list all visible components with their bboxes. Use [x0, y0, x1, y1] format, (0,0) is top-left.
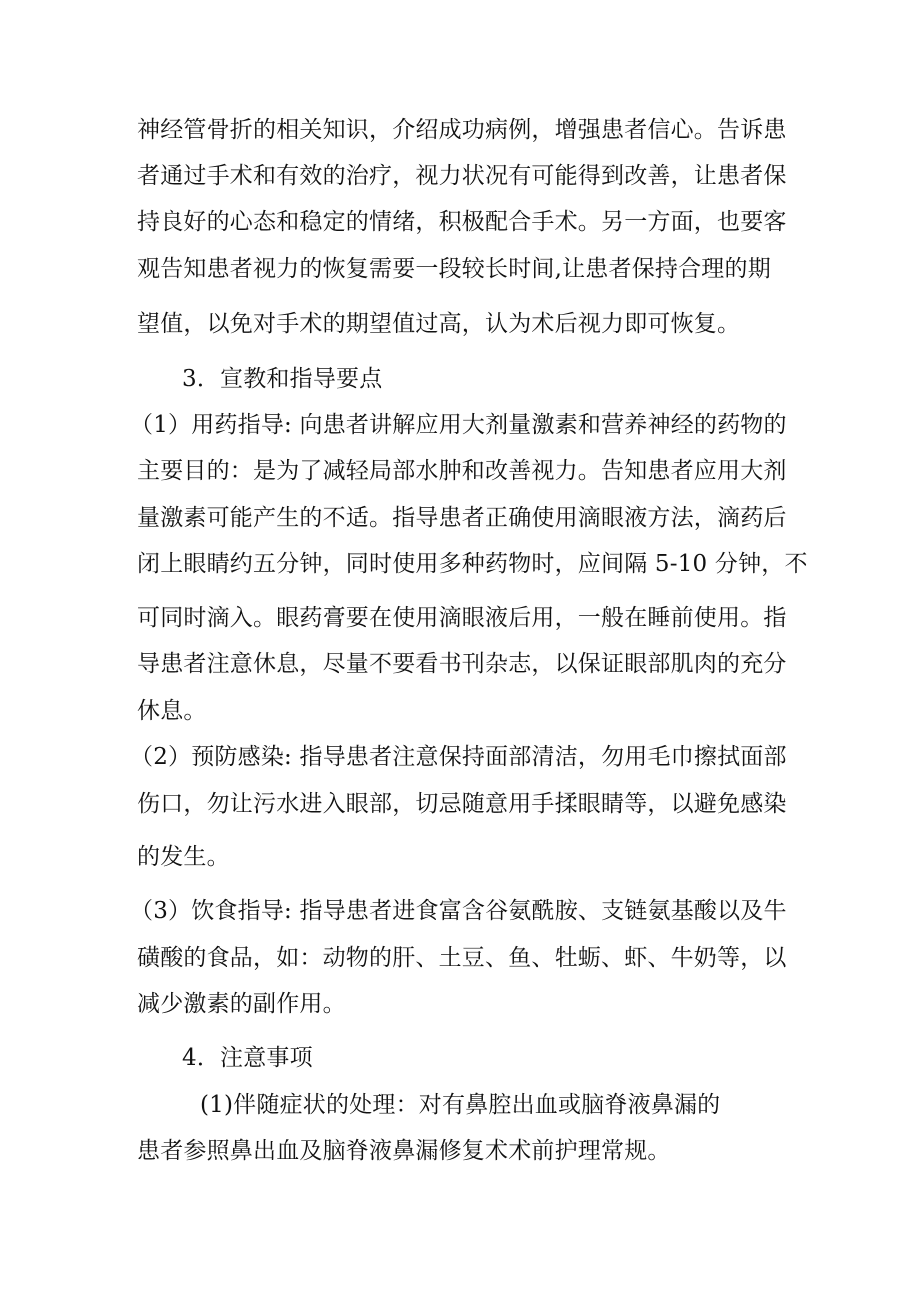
item-3-line-1: （3）饮食指导: 指导患者进食富含谷氨酰胺、支链氨基酸以及牛: [130, 898, 787, 924]
item-2-line-3: 的发生。: [137, 844, 230, 870]
item-3-line-2: 磺酸的食品，如：动物的肝、土豆、鱼、牡蛎、虾、牛奶等，以: [137, 945, 787, 971]
item-1-line-3: 量激素可能产生的不适。指导患者正确使用滴眼液方法，滴药后: [137, 505, 787, 531]
item-4-1-line-1: (1)伴随症状的处理：对有鼻腔出血或脑脊液鼻漏的: [200, 1092, 721, 1118]
item-1-line-4: 闭上眼睛约五分钟，同时使用多种药物时，应间隔 5-10 分钟，不: [137, 551, 808, 577]
paragraph-line-4: 观告知患者视力的恢复需要一段较长时间,让患者保持合理的期: [137, 256, 771, 282]
paragraph-line-5: 望值，以免对手术的期望值过高，认为术后视力即可恢复。: [137, 311, 741, 337]
item-3-line-3: 减少激素的副作用。: [137, 991, 346, 1017]
section-heading-4: 4．注意事项: [182, 1045, 313, 1071]
item-1-line-7: 休息。: [137, 698, 207, 724]
item-2-line-2: 伤口，勿让污水进入眼部，切忌随意用手揉眼睛等，以避免感染: [137, 791, 787, 817]
item-1-line-1: （1）用药指导: 向患者讲解应用大剂量激素和营养神经的药物的: [130, 412, 787, 438]
paragraph-line-1: 神经管骨折的相关知识，介绍成功病例，增强患者信心。告诉患: [137, 117, 787, 143]
item-1-line-2: 主要目的：是为了减轻局部水肿和改善视力。告知患者应用大剂: [137, 458, 787, 484]
paragraph-line-3: 持良好的心态和稳定的情绪，积极配合手术。另一方面，也要客: [137, 209, 787, 235]
item-1-line-6: 导患者注意休息，尽量不要看书刊杂志，以保证眼部肌肉的充分: [137, 651, 787, 677]
item-4-1-line-2: 患者参照鼻出血及脑脊液鼻漏修复术术前护理常规。: [137, 1138, 671, 1164]
item-2-line-1: （2）预防感染: 指导患者注意保持面部清洁，勿用毛巾擦拭面部: [130, 744, 787, 770]
paragraph-line-2: 者通过手术和有效的治疗，视力状况有可能得到改善，让患者保: [137, 163, 787, 189]
item-1-line-5: 可同时滴入。眼药膏要在使用滴眼液后用，一般在睡前使用。指: [137, 605, 787, 631]
section-heading-3: 3．宣教和指导要点: [182, 366, 383, 392]
